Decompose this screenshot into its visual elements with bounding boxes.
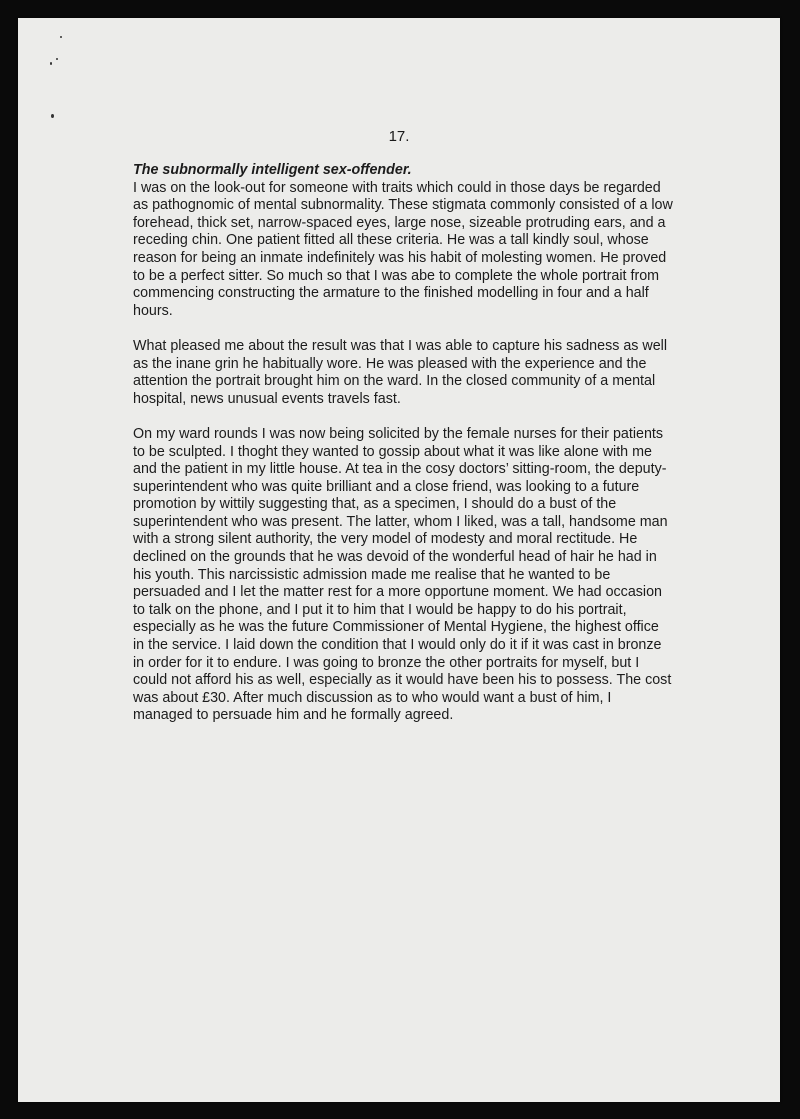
paragraph-3: On my ward rounds I was now being solicited by the female nurses for their patients to be sculpted. I thoght they wanted to gossip about what it was like alone with me and the patient in my little house. At tea in the cosy doctors’ sitting-room, the deputy-superintendent who was quite brilliant and a close friend, was looking to a future promotion by wittily suggesting that, as a specimen, I should do a bust of the superintendent who was present. The latter, whom I liked, was a tall, handsome man with a strong silent authority, the very model of modesty and moral rectitude. He declined on the grounds that he was devoid of the wonderful head of hair he had in his youth. This narcissistic admission made me realise that he wanted to be persuaded and I let the matter rest for a more opportune moment. We had occasion to talk on the phone, and I put it to him that I would be happy to do his portrait, especially as he was the future Commissioner of Mental Hygiene, the highest office in the service. I laid down the condition that I would only do it if it was cast in bronze in order for it to endure. I was going to bronze the other portraits for myself, but I could not afford his as well, especially as it would have been his to possess. The cost was about £30. After much discussion as to who would want a bust of him, I managed to persuade him and he formally agreed. [133, 425, 672, 724]
body-text [133, 162, 673, 743]
section-heading: The subnormally intelligent sex-offender. [133, 162, 412, 178]
paragraph-text: I was on the look-out for someone with traits which could in those days be regarded as pathognomic of mental subnormality. These stigmata commonly consisted of a low forehead, thick set, narrow-spaced eyes, large nose, sizeable protruding ears, and a receding chin. One patient fitted all these criteria. He was a tall kindly soul, whose reason for being an inmate indefinitely was his habit of molesting women. He proved to be a perfect sitter. So much so that I was abe to complete the whole portrait from commencing constructing the armature to the finished modelling in four and a half hours. [133, 179, 673, 319]
paper-speck [60, 36, 62, 38]
paper-speck [51, 114, 54, 118]
page-number: 17. [388, 128, 410, 145]
paper-speck [56, 58, 58, 60]
paper-speck [50, 62, 52, 65]
document-page [18, 18, 780, 1102]
paragraph-2: What pleased me about the result was that I was able to capture his sadness as well as the inane grin he habitually wore. He was pleased with the experience and the attention the portrait brought him on the ward. In the closed community of a mental hospital, news unusual events travels fast. [133, 337, 668, 407]
paragraph-1 [133, 162, 673, 320]
